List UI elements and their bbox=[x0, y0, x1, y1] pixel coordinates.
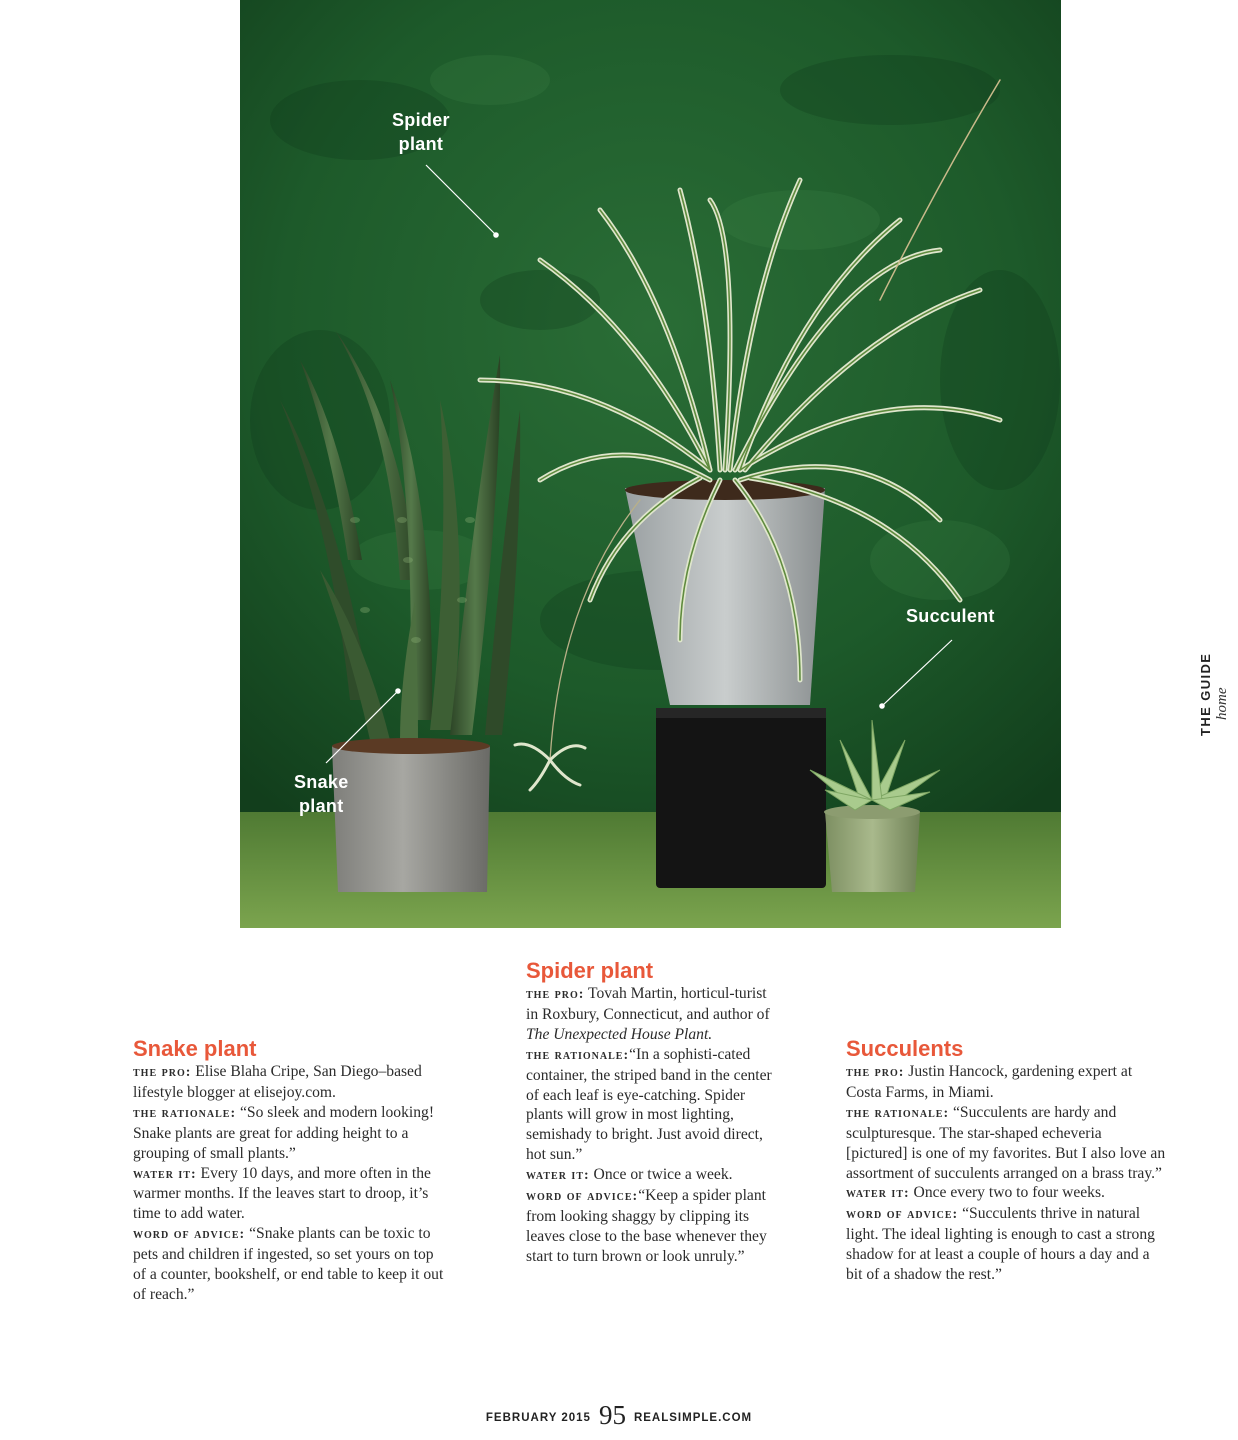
rationale-text: “In a sophisti-cated container, the striped band in the center of each leaf is eye-catching. Spider plants will grow in most lighting, semishady to bright. Just avoid direct, hot sun.” bbox=[526, 1045, 772, 1164]
black-pot-stand bbox=[656, 708, 826, 888]
page-footer bbox=[0, 1400, 1238, 1431]
succulents-water bbox=[846, 1183, 1166, 1204]
spider-advice bbox=[526, 1186, 778, 1267]
snake-rationale bbox=[133, 1103, 448, 1164]
advice-text: “Succulents thrive in natural light. The ideal lighting is enough to cast a strong shadow for at least a couple of hours a day and a bit of a shadow the rest.” bbox=[846, 1205, 1155, 1284]
spider-rationale bbox=[526, 1045, 778, 1165]
succulent-pot bbox=[825, 812, 920, 892]
pro-text: Elise Blaha Cripe, San Diego–based lifestyle blogger at elisejoy.com. bbox=[133, 1063, 422, 1101]
advice-label: word of advice: bbox=[846, 1207, 959, 1223]
water-label: water it: bbox=[846, 1186, 910, 1202]
snake-advice bbox=[133, 1224, 448, 1305]
succulents-pro bbox=[846, 1062, 1166, 1103]
callout-spider-plant bbox=[392, 108, 450, 156]
snake-plant-pot bbox=[332, 746, 490, 892]
callout-snake-plant bbox=[294, 770, 349, 818]
pro-label: the pro: bbox=[526, 987, 585, 1002]
callout-spider-line-1: Spider bbox=[392, 110, 450, 130]
pro-label: the pro: bbox=[846, 1065, 905, 1080]
spider-water bbox=[526, 1165, 778, 1186]
pro-text: Tovah Martin, horticul-turist in Roxbury, Connecticut, and author of bbox=[526, 985, 770, 1023]
rationale-label: the rationale: bbox=[526, 1047, 630, 1063]
issue-date: FEBRUARY 2015 bbox=[485, 1412, 591, 1424]
site-url: REALSIMPLE.COM bbox=[633, 1412, 753, 1424]
section-title: THE GUIDE bbox=[1198, 652, 1213, 736]
spider-plant-column bbox=[526, 959, 778, 1267]
callout-snake-line-2: plant bbox=[299, 796, 344, 816]
snake-plant-heading: Snake plant bbox=[133, 1036, 257, 1061]
water-text: Once or twice a week. bbox=[589, 1166, 733, 1184]
snake-plant-column bbox=[133, 1037, 448, 1305]
rationale-text: “So sleek and modern looking! Snake plants are great for adding height to a grouping of small plants.” bbox=[133, 1103, 435, 1162]
water-label: water it: bbox=[133, 1166, 197, 1182]
advice-label: word of advice: bbox=[133, 1227, 246, 1243]
succulents-heading: Succulents bbox=[846, 1036, 964, 1061]
pro-label: the pro: bbox=[133, 1065, 192, 1080]
rationale-label: the rationale: bbox=[846, 1105, 950, 1121]
callout-spider-line-2: plant bbox=[398, 134, 444, 154]
rationale-label: the rationale: bbox=[133, 1105, 237, 1121]
page-number: 95 bbox=[598, 1400, 626, 1430]
advice-text: “Keep a spider plant from looking shaggy by clipping its leaves close to the base whenever they start to turn brown or look unruly.” bbox=[526, 1187, 767, 1265]
plant-photo bbox=[240, 0, 1061, 928]
snake-pro bbox=[133, 1062, 448, 1103]
callout-snake-line-1: Snake bbox=[294, 772, 349, 792]
succulents-rationale bbox=[846, 1103, 1166, 1184]
advice-label: word of advice: bbox=[526, 1189, 639, 1205]
book-title: The Unexpected House Plant. bbox=[526, 1025, 713, 1043]
spider-plant-heading: Spider plant bbox=[526, 958, 654, 983]
plant-illustration bbox=[240, 0, 1061, 928]
pro-text: Justin Hancock, gardening expert at Costa Farms, in Miami. bbox=[846, 1063, 1133, 1101]
advice-text: “Snake plants can be toxic to pets and children if ingested, so set yours on top of a counter, bookshelf, or end table to keep it out of reach.” bbox=[133, 1225, 444, 1303]
callout-succulent-line-1: Succulent bbox=[906, 606, 995, 626]
water-label: water it: bbox=[526, 1168, 590, 1184]
rationale-text: “Succulents are hardy and sculpturesque. The star-shaped echeveria [pictured] is one of my favorites. But I also love an assortment of succulents arranged on a brass tray.” bbox=[846, 1103, 1166, 1182]
section-side-tab bbox=[1196, 650, 1236, 740]
succulents-column bbox=[846, 1037, 1166, 1285]
callout-succulent bbox=[906, 604, 995, 628]
succulents-advice bbox=[846, 1204, 1166, 1285]
water-text: Once every two to four weeks. bbox=[909, 1184, 1105, 1202]
section-name: home bbox=[1214, 687, 1230, 720]
spider-pro bbox=[526, 984, 778, 1045]
snake-water bbox=[133, 1164, 448, 1225]
water-text: Every 10 days, and more often in the warmer months. If the leaves start to droop, it’s time to add water. bbox=[133, 1164, 431, 1223]
